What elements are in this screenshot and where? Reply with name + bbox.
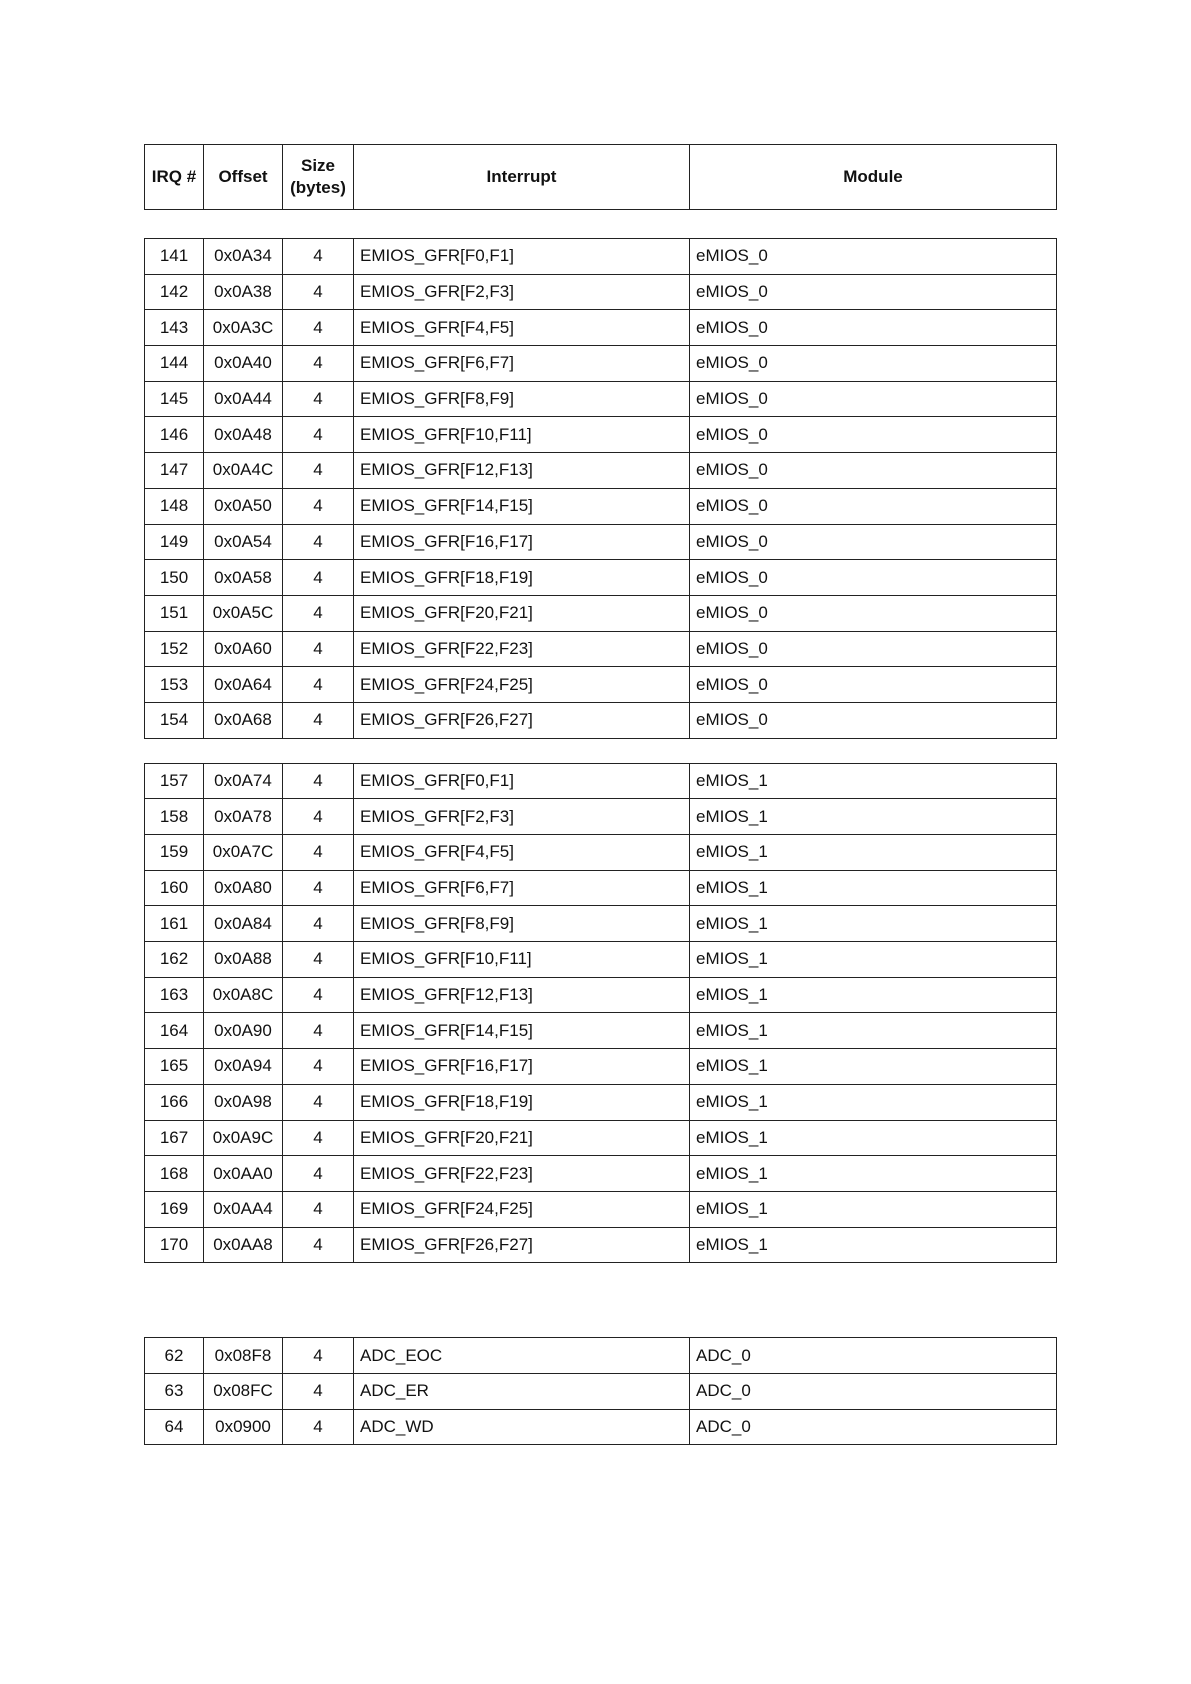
table-row — [145, 488, 1057, 524]
cell-irq: 148 — [145, 488, 204, 524]
cell-irq: 154 — [145, 702, 204, 738]
cell-offset: 0x0A88 — [204, 942, 283, 978]
cell-offset: 0x0A3C — [204, 310, 283, 346]
cell-offset: 0x0AA8 — [204, 1227, 283, 1263]
cell-interrupt: EMIOS_GFR[F12,F13] — [354, 453, 690, 489]
cell-irq: 157 — [145, 763, 204, 799]
cell-module: eMIOS_1 — [690, 1120, 1057, 1156]
cell-interrupt: ADC_ER — [354, 1373, 690, 1409]
cell-size: 4 — [283, 1120, 354, 1156]
cell-interrupt: EMIOS_GFR[F26,F27] — [354, 702, 690, 738]
cell-offset: 0x0A44 — [204, 381, 283, 417]
cell-irq: 144 — [145, 346, 204, 382]
table-row — [145, 906, 1057, 942]
table-row — [145, 310, 1057, 346]
cell-irq: 164 — [145, 1013, 204, 1049]
cell-size: 4 — [283, 453, 354, 489]
table-row — [145, 239, 1057, 275]
cell-interrupt: EMIOS_GFR[F8,F9] — [354, 381, 690, 417]
cell-offset: 0x0A60 — [204, 631, 283, 667]
cell-offset: 0x0A9C — [204, 1120, 283, 1156]
cell-interrupt: EMIOS_GFR[F8,F9] — [354, 906, 690, 942]
table-row — [145, 1191, 1057, 1227]
cell-interrupt: EMIOS_GFR[F0,F1] — [354, 239, 690, 275]
cell-offset: 0x0AA0 — [204, 1156, 283, 1192]
cell-irq: 170 — [145, 1227, 204, 1263]
header-size-line2: (bytes) — [290, 178, 346, 197]
table-row — [145, 942, 1057, 978]
cell-size: 4 — [283, 595, 354, 631]
cell-module: eMIOS_0 — [690, 631, 1057, 667]
cell-module: eMIOS_0 — [690, 310, 1057, 346]
header-interrupt: Interrupt — [354, 145, 690, 210]
cell-module: eMIOS_1 — [690, 1084, 1057, 1120]
table-row — [145, 1156, 1057, 1192]
table-row — [145, 977, 1057, 1013]
cell-size: 4 — [283, 977, 354, 1013]
cell-size: 4 — [283, 1409, 354, 1445]
cell-size: 4 — [283, 906, 354, 942]
cell-module: eMIOS_1 — [690, 1156, 1057, 1192]
cell-interrupt: EMIOS_GFR[F16,F17] — [354, 524, 690, 560]
cell-module: eMIOS_0 — [690, 667, 1057, 703]
table-row — [145, 524, 1057, 560]
cell-offset: 0x0A98 — [204, 1084, 283, 1120]
header-size — [283, 145, 354, 210]
cell-offset: 0x0A7C — [204, 835, 283, 871]
cell-interrupt: EMIOS_GFR[F26,F27] — [354, 1227, 690, 1263]
cell-module: eMIOS_0 — [690, 417, 1057, 453]
cell-interrupt: EMIOS_GFR[F6,F7] — [354, 346, 690, 382]
cell-module: eMIOS_1 — [690, 1191, 1057, 1227]
cell-offset: 0x0A78 — [204, 799, 283, 835]
cell-irq: 159 — [145, 835, 204, 871]
table-row — [145, 381, 1057, 417]
table-row — [145, 799, 1057, 835]
table-row — [145, 1120, 1057, 1156]
table-row — [145, 346, 1057, 382]
cell-irq: 143 — [145, 310, 204, 346]
cell-offset: 0x0A48 — [204, 417, 283, 453]
cell-offset: 0x0A74 — [204, 763, 283, 799]
cell-size: 4 — [283, 942, 354, 978]
cell-offset: 0x0A38 — [204, 274, 283, 310]
cell-offset: 0x0A90 — [204, 1013, 283, 1049]
cell-irq: 145 — [145, 381, 204, 417]
cell-size: 4 — [283, 1191, 354, 1227]
table-row — [145, 835, 1057, 871]
cell-module: eMIOS_1 — [690, 1227, 1057, 1263]
cell-interrupt: ADC_WD — [354, 1409, 690, 1445]
cell-offset: 0x0A5C — [204, 595, 283, 631]
cell-interrupt: EMIOS_GFR[F22,F23] — [354, 631, 690, 667]
cell-irq: 147 — [145, 453, 204, 489]
cell-size: 4 — [283, 1084, 354, 1120]
table-row — [145, 667, 1057, 703]
table-row — [145, 1084, 1057, 1120]
cell-size: 4 — [283, 1338, 354, 1374]
table-row — [145, 595, 1057, 631]
cell-module: eMIOS_0 — [690, 560, 1057, 596]
table-row — [145, 560, 1057, 596]
header-row — [145, 145, 1057, 210]
cell-irq: 152 — [145, 631, 204, 667]
table-row — [145, 417, 1057, 453]
cell-offset: 0x08FC — [204, 1373, 283, 1409]
table-row — [145, 763, 1057, 799]
cell-irq: 142 — [145, 274, 204, 310]
table-header — [144, 144, 1057, 210]
cell-irq: 153 — [145, 667, 204, 703]
cell-size: 4 — [283, 1013, 354, 1049]
cell-irq: 64 — [145, 1409, 204, 1445]
cell-offset: 0x0900 — [204, 1409, 283, 1445]
cell-offset: 0x0A80 — [204, 870, 283, 906]
table-row — [145, 631, 1057, 667]
cell-irq: 151 — [145, 595, 204, 631]
cell-interrupt: EMIOS_GFR[F14,F15] — [354, 488, 690, 524]
cell-module: ADC_0 — [690, 1373, 1057, 1409]
cell-irq: 169 — [145, 1191, 204, 1227]
header-offset: Offset — [204, 145, 283, 210]
cell-offset: 0x0A54 — [204, 524, 283, 560]
cell-size: 4 — [283, 239, 354, 275]
cell-size: 4 — [283, 1049, 354, 1085]
cell-size: 4 — [283, 870, 354, 906]
cell-irq: 160 — [145, 870, 204, 906]
cell-offset: 0x0A34 — [204, 239, 283, 275]
cell-offset: 0x08F8 — [204, 1338, 283, 1374]
cell-module: eMIOS_0 — [690, 239, 1057, 275]
table-row — [145, 870, 1057, 906]
cell-module: ADC_0 — [690, 1409, 1057, 1445]
table-row — [145, 453, 1057, 489]
cell-irq: 141 — [145, 239, 204, 275]
cell-interrupt: EMIOS_GFR[F2,F3] — [354, 799, 690, 835]
header-module: Module — [690, 145, 1057, 210]
cell-size: 4 — [283, 274, 354, 310]
cell-interrupt: EMIOS_GFR[F14,F15] — [354, 1013, 690, 1049]
header-size-line1: Size — [300, 156, 336, 175]
cell-irq: 146 — [145, 417, 204, 453]
cell-module: ADC_0 — [690, 1338, 1057, 1374]
cell-interrupt: EMIOS_GFR[F4,F5] — [354, 310, 690, 346]
cell-irq: 163 — [145, 977, 204, 1013]
table-group — [144, 238, 1057, 739]
table-row — [145, 274, 1057, 310]
cell-interrupt: EMIOS_GFR[F16,F17] — [354, 1049, 690, 1085]
table-row — [145, 1227, 1057, 1263]
cell-irq: 165 — [145, 1049, 204, 1085]
cell-module: eMIOS_0 — [690, 381, 1057, 417]
cell-size: 4 — [283, 381, 354, 417]
table-row — [145, 702, 1057, 738]
cell-irq: 150 — [145, 560, 204, 596]
cell-module: eMIOS_0 — [690, 595, 1057, 631]
interrupt-vector-page — [144, 144, 1056, 1445]
cell-offset: 0x0A50 — [204, 488, 283, 524]
cell-offset: 0x0A40 — [204, 346, 283, 382]
cell-irq: 168 — [145, 1156, 204, 1192]
cell-size: 4 — [283, 799, 354, 835]
cell-module: eMIOS_1 — [690, 906, 1057, 942]
table-row — [145, 1338, 1057, 1374]
cell-irq: 158 — [145, 799, 204, 835]
cell-module: eMIOS_1 — [690, 977, 1057, 1013]
table-row — [145, 1049, 1057, 1085]
cell-size: 4 — [283, 310, 354, 346]
cell-size: 4 — [283, 1373, 354, 1409]
cell-module: eMIOS_1 — [690, 1013, 1057, 1049]
cell-interrupt: EMIOS_GFR[F10,F11] — [354, 942, 690, 978]
cell-offset: 0x0A94 — [204, 1049, 283, 1085]
cell-irq: 149 — [145, 524, 204, 560]
cell-irq: 162 — [145, 942, 204, 978]
cell-offset: 0x0A84 — [204, 906, 283, 942]
cell-interrupt: EMIOS_GFR[F10,F11] — [354, 417, 690, 453]
cell-interrupt: EMIOS_GFR[F0,F1] — [354, 763, 690, 799]
cell-irq: 161 — [145, 906, 204, 942]
cell-interrupt: ADC_EOC — [354, 1338, 690, 1374]
cell-interrupt: EMIOS_GFR[F22,F23] — [354, 1156, 690, 1192]
cell-size: 4 — [283, 1156, 354, 1192]
table-row — [145, 1013, 1057, 1049]
cell-module: eMIOS_0 — [690, 274, 1057, 310]
cell-module: eMIOS_0 — [690, 524, 1057, 560]
cell-offset: 0x0A4C — [204, 453, 283, 489]
cell-irq: 166 — [145, 1084, 204, 1120]
cell-interrupt: EMIOS_GFR[F4,F5] — [354, 835, 690, 871]
cell-module: eMIOS_0 — [690, 453, 1057, 489]
cell-module: eMIOS_1 — [690, 763, 1057, 799]
cell-size: 4 — [283, 702, 354, 738]
cell-size: 4 — [283, 835, 354, 871]
cell-offset: 0x0A64 — [204, 667, 283, 703]
cell-module: eMIOS_1 — [690, 799, 1057, 835]
cell-irq: 63 — [145, 1373, 204, 1409]
cell-interrupt: EMIOS_GFR[F20,F21] — [354, 1120, 690, 1156]
cell-module: eMIOS_1 — [690, 1049, 1057, 1085]
cell-offset: 0x0A58 — [204, 560, 283, 596]
cell-irq: 62 — [145, 1338, 204, 1374]
cell-interrupt: EMIOS_GFR[F20,F21] — [354, 595, 690, 631]
table-group — [144, 763, 1057, 1264]
cell-interrupt: EMIOS_GFR[F12,F13] — [354, 977, 690, 1013]
table-row — [145, 1409, 1057, 1445]
cell-module: eMIOS_1 — [690, 870, 1057, 906]
cell-interrupt: EMIOS_GFR[F6,F7] — [354, 870, 690, 906]
cell-module: eMIOS_1 — [690, 835, 1057, 871]
cell-module: eMIOS_0 — [690, 346, 1057, 382]
table-groups — [144, 238, 1056, 1445]
cell-irq: 167 — [145, 1120, 204, 1156]
cell-offset: 0x0A8C — [204, 977, 283, 1013]
cell-size: 4 — [283, 560, 354, 596]
cell-offset: 0x0A68 — [204, 702, 283, 738]
cell-size: 4 — [283, 631, 354, 667]
cell-size: 4 — [283, 417, 354, 453]
cell-interrupt: EMIOS_GFR[F2,F3] — [354, 274, 690, 310]
cell-size: 4 — [283, 524, 354, 560]
cell-module: eMIOS_0 — [690, 702, 1057, 738]
cell-module: eMIOS_1 — [690, 942, 1057, 978]
cell-interrupt: EMIOS_GFR[F18,F19] — [354, 560, 690, 596]
cell-size: 4 — [283, 1227, 354, 1263]
cell-interrupt: EMIOS_GFR[F24,F25] — [354, 667, 690, 703]
table-group — [144, 1337, 1057, 1445]
cell-offset: 0x0AA4 — [204, 1191, 283, 1227]
header-irq: IRQ # — [145, 145, 204, 210]
cell-size: 4 — [283, 667, 354, 703]
cell-interrupt: EMIOS_GFR[F24,F25] — [354, 1191, 690, 1227]
cell-size: 4 — [283, 763, 354, 799]
cell-size: 4 — [283, 346, 354, 382]
cell-module: eMIOS_0 — [690, 488, 1057, 524]
table-row — [145, 1373, 1057, 1409]
cell-interrupt: EMIOS_GFR[F18,F19] — [354, 1084, 690, 1120]
cell-size: 4 — [283, 488, 354, 524]
